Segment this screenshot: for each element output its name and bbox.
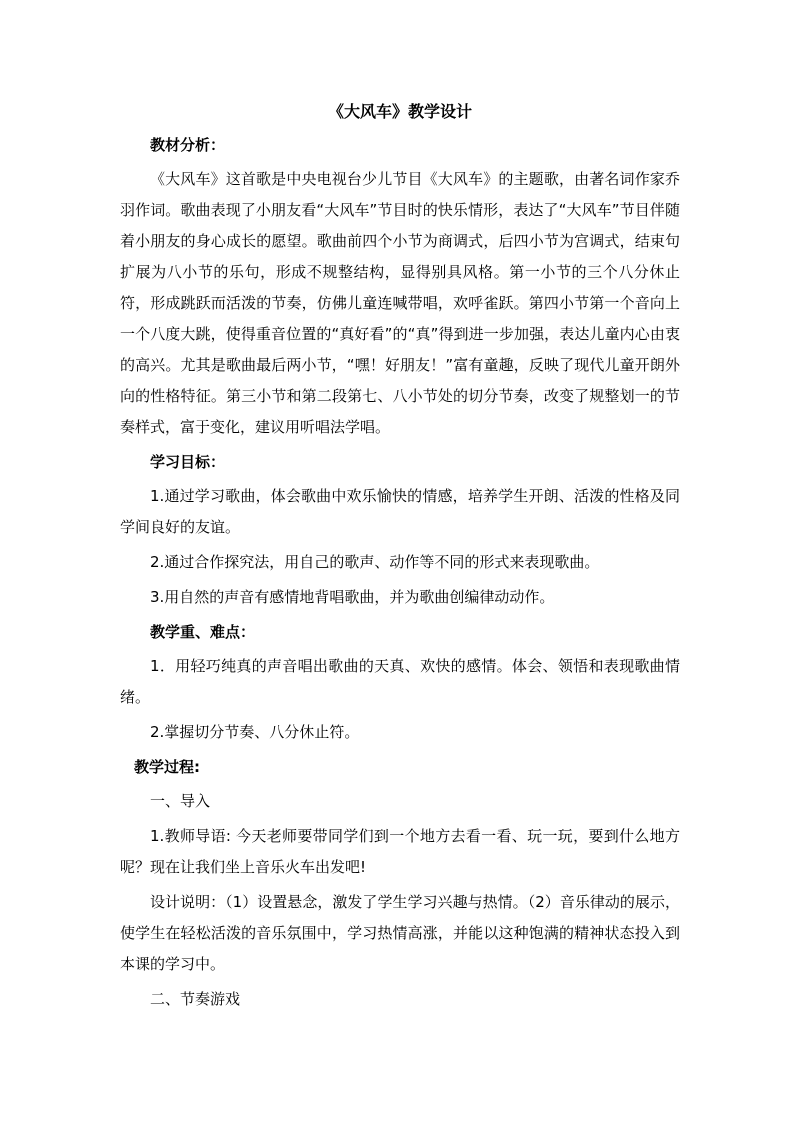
process-part1-text: 1.教师导语: 今天老师要带同学们到一个地方去看一看、玩一玩，要到什么地方呢？现在让我们坐上音乐火车出发吧!	[120, 827, 680, 876]
key-points-heading: 教学重、难点：	[150, 623, 256, 641]
design-note: 设计说明：（1）设置悬念，激发了学生学习兴趣与热情。（2）音乐律动的展示，使学生在轻松活泼的音乐氛围中，学习热情高涨，并能以这种饱满的精神状态投入到本课的学习中。	[120, 893, 680, 973]
goals-heading: 学习目标：	[150, 453, 226, 471]
goal-item-3: 3.用自然的声音有感情地背唱歌曲，并为歌曲创编律动动作。	[150, 588, 555, 606]
process-heading: 教学过程:	[134, 758, 200, 776]
key-point-item-1: 1．用轻巧纯真的声音唱出歌曲的天真、欢快的感情。体会、领悟和表现歌曲情绪。	[120, 657, 680, 706]
goal-item-2: 2.通过合作探究法，用自己的歌声、动作等不同的形式来表现歌曲。	[150, 553, 600, 571]
analysis-paragraph: 《大风车》这首歌是中央电视台少儿节目《大风车》的主题歌，由著名词作家乔羽作词。歌曲表现了小朋友看“大风车”节目时的快乐情形，表达了“大风车”节目伴随着小朋友的身心成长的愿望。歌曲前四个小节为商调式，后四小节为宫调式，结束句扩展为八小节的乐句，形成不规整结构，显得别具风格。第一小节的三个八分休止符，形成跳跃而活泼的节奏，仿佛儿童连喊带唱，欢呼雀跃。第四小节第一个音向上一个八度大跳，使得重音位置的“真好看”的“真”得到进一步加强，表达儿童内心由衷的高兴。尤其是歌曲最后两小节，“嘿！好朋友！”富有童趣，反映了现代儿童开朗外向的性格特征。第三小节和第二段第七、八小节处的切分节奏，改变了规整划一的节奏样式，富于变化，建议用听唱法学唱。	[120, 170, 680, 436]
document-title: 《大风车》教学设计	[327, 102, 472, 121]
document-content	[120, 100, 680, 1019]
analysis-heading: 教材分析：	[150, 136, 226, 154]
process-part2-title: 二、节奏游戏	[150, 990, 241, 1008]
goal-item-1: 1.通过学习歌曲，体会歌曲中欢乐愉快的情感，培养学生开朗、活泼的性格及同学间良好的友谊。	[120, 487, 680, 536]
key-point-item-2: 2.掌握切分节奏、八分休止符。	[150, 723, 360, 741]
process-part1-title: 一、导入	[150, 792, 211, 810]
